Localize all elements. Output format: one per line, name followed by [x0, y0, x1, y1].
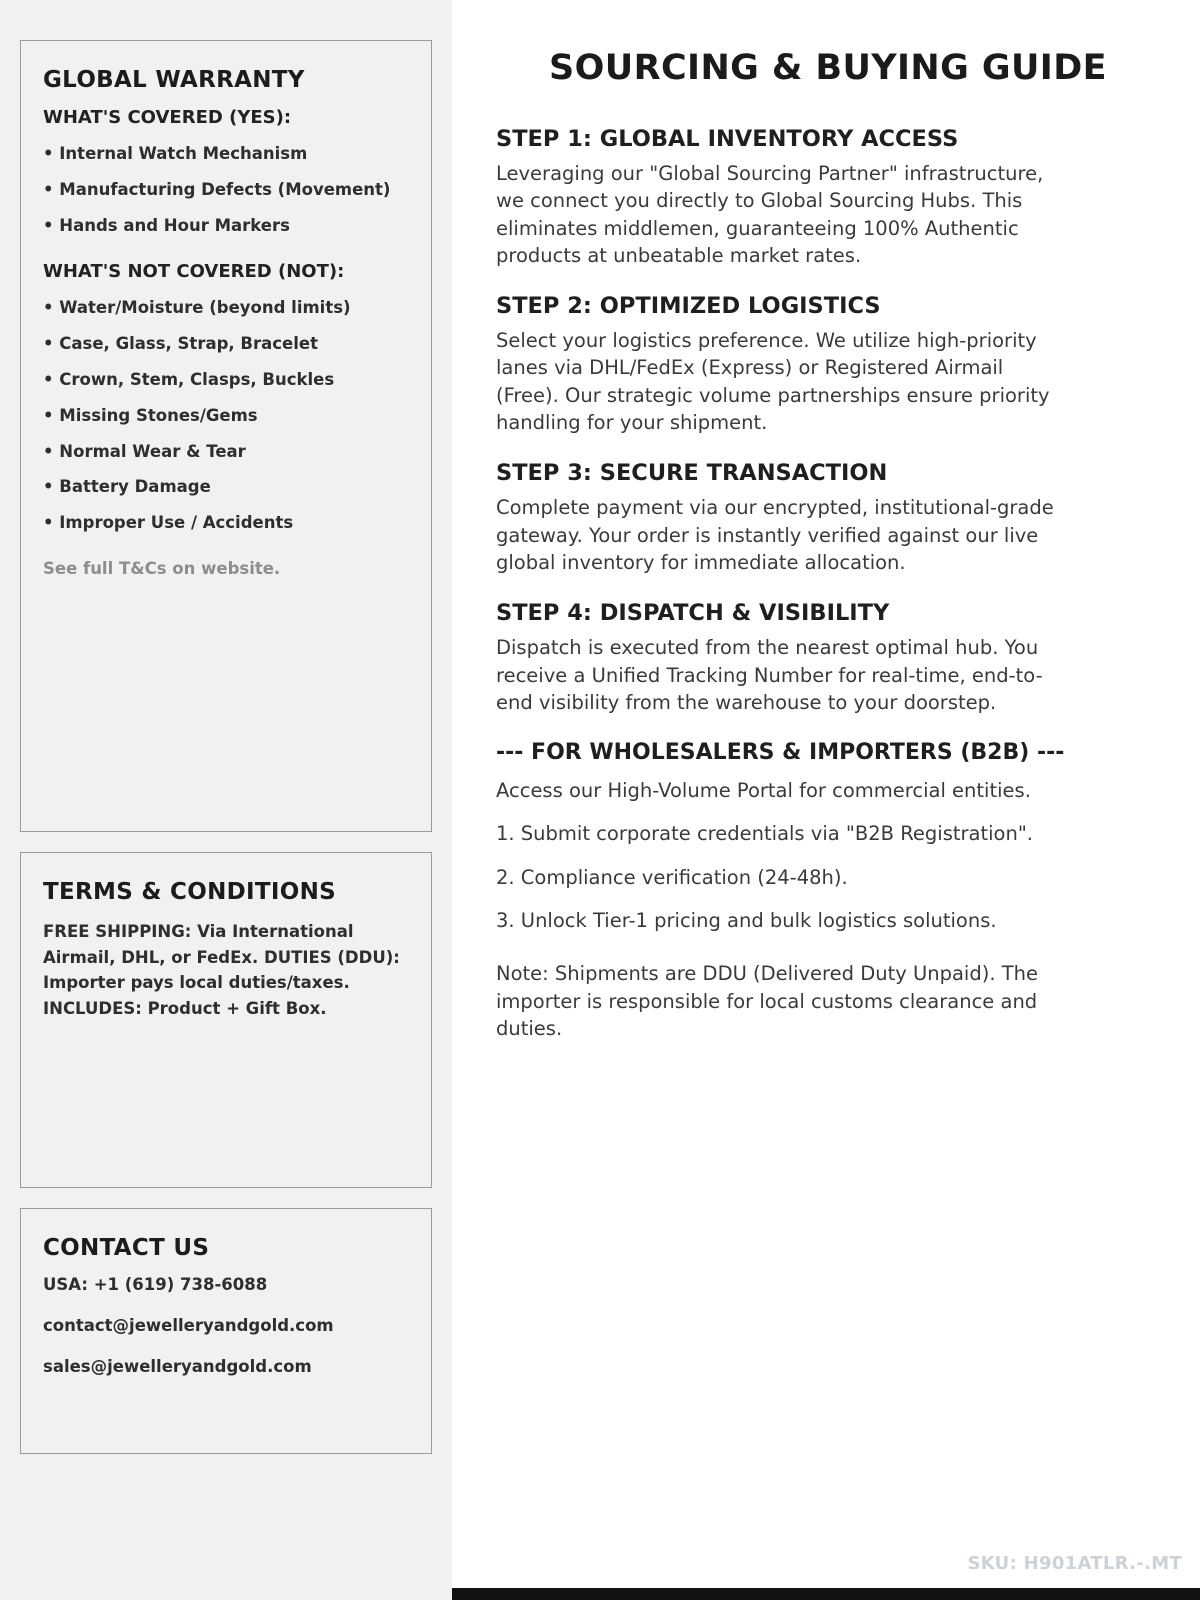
step-1-body: Leveraging our "Global Sourcing Partner" infrastructure, we connect you directly to Global Sourcing Hubs. This eliminates middlemen, guaranteeing 100% Authentic products at unbeatable market rates.	[496, 162, 1044, 267]
step-1-heading: STEP 1: GLOBAL INVENTORY ACCESS	[496, 126, 959, 152]
contact-email: contact@jewelleryandgold.com	[43, 1316, 334, 1335]
b2b-step-3: 3. Unlock Tier-1 pricing and bulk logistics solutions.	[496, 909, 997, 933]
ddu-note: Note: Shipments are DDU (Delivered Duty Unpaid). The importer is responsible for local customs clearance and duties.	[496, 962, 1038, 1040]
list-item: • Improper Use / Accidents	[43, 513, 409, 533]
contact-box	[20, 1208, 432, 1454]
step-4-heading: STEP 4: DISPATCH & VISIBILITY	[496, 600, 890, 627]
contact-phone: USA: +1 (619) 738-6088	[43, 1275, 268, 1294]
list-item: • Internal Watch Mechanism	[43, 144, 409, 164]
list-item: • Manufacturing Defects (Movement)	[43, 180, 409, 200]
warranty-footnote: See full T&Cs on website.	[43, 558, 281, 578]
step-3-heading: STEP 3: SECURE TRANSACTION	[496, 460, 888, 487]
terms-box	[20, 852, 432, 1188]
contact-title: CONTACT US	[43, 1235, 210, 1261]
step-1-section	[496, 126, 1160, 269]
warranty-title: GLOBAL WARRANTY	[43, 67, 305, 93]
list-item: • Crown, Stem, Clasps, Buckles	[43, 370, 409, 390]
not-covered-list	[43, 298, 409, 533]
step-2-heading: STEP 2: OPTIMIZED LOGISTICS	[496, 293, 881, 320]
step-3-body: Complete payment via our encrypted, institutional-grade gateway. Your order is instantly verified against our live global inventory for immediate allocation.	[496, 496, 1054, 574]
b2b-intro: Access our High-Volume Portal for commercial entities.	[496, 779, 1031, 803]
page-title: SOURCING & BUYING GUIDE	[549, 48, 1107, 88]
list-item: • Case, Glass, Strap, Bracelet	[43, 334, 409, 354]
list-item: • Battery Damage	[43, 477, 409, 497]
bottom-bar	[452, 1588, 1200, 1600]
list-item: • Missing Stones/Gems	[43, 406, 409, 426]
sales-email: sales@jewelleryandgold.com	[43, 1357, 312, 1376]
covered-title: WHAT'S COVERED (YES):	[43, 107, 292, 128]
sidebar	[0, 0, 452, 1600]
not-covered-title: WHAT'S NOT COVERED (NOT):	[43, 261, 345, 283]
terms-body: FREE SHIPPING: Via International Airmail, DHL, or FedEx. DUTIES (DDU): Importer pays local duties/taxes. INCLUDES: Product + Gift Box.	[43, 922, 400, 1018]
step-4-body: Dispatch is executed from the nearest optimal hub. You receive a Unified Tracking Number for real-time, end-to-end visibility from the warehouse to your doorstep.	[496, 636, 1043, 714]
terms-title: TERMS & CONDITIONS	[43, 879, 336, 905]
step-2-body: Select your logistics preference. We utilize high-priority lanes via DHL/FedEx (Express) or Registered Airmail (Free). Our strategic volume partnerships ensure priority handling for your shipment.	[496, 329, 1050, 435]
b2b-heading: --- FOR WHOLESALERS & IMPORTERS (B2B) ---	[496, 740, 1065, 766]
covered-list	[43, 144, 409, 235]
step-3-section	[496, 460, 1160, 576]
step-2-section	[496, 293, 1160, 436]
list-item: • Hands and Hour Markers	[43, 216, 409, 236]
main-content	[452, 0, 1200, 1600]
sku-label: SKU: H901ATLR.-.MT	[967, 1553, 1182, 1574]
b2b-step-2: 2. Compliance verification (24-48h).	[496, 865, 848, 889]
warranty-box	[20, 40, 432, 832]
list-item: • Water/Moisture (beyond limits)	[43, 298, 409, 318]
step-4-section	[496, 600, 1160, 716]
b2b-section	[496, 740, 1160, 1042]
b2b-step-1: 1. Submit corporate credentials via "B2B Registration".	[496, 822, 1033, 846]
list-item: • Normal Wear & Tear	[43, 442, 409, 462]
